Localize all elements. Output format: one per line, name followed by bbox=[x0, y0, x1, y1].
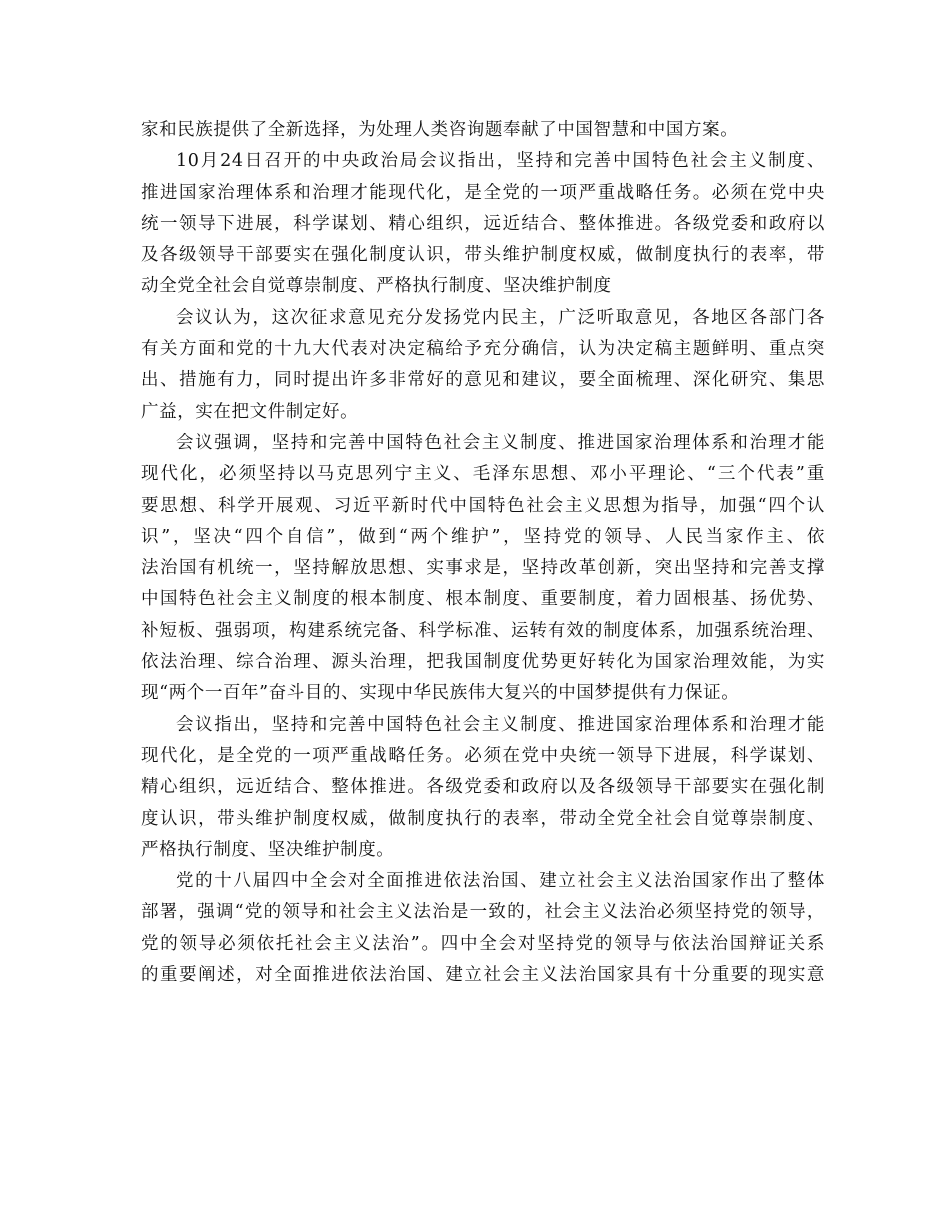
paragraph-5 bbox=[141, 710, 825, 866]
text-line: 及各级领导干部要实在强化制度认识，带头维护制度权威，做制度执行的表率，带 bbox=[141, 245, 825, 266]
text-line: 会议指出，坚持和完善中国特色社会主义制度、推进国家治理体系和治理才能 bbox=[176, 714, 825, 735]
text-line: 中国特色社会主义制度的根本制度、根本制度、重要制度，着力固根基、扬优势、 bbox=[141, 589, 825, 610]
text-line: 部署，强调“党的领导和社会主义法治是一致的，社会主义法治必须坚持党的领导， bbox=[141, 902, 825, 923]
text-line: 依法治理、综合治理、源头治理，把我国制度优势更好转化为国家治理效能，为实 bbox=[141, 652, 825, 673]
text-line: 有关方面和党的十九大代表对决定稿给予充分确信，认为决定稿主题鲜明、重点突 bbox=[141, 339, 825, 360]
text-line: 的重要阐述，对全面推进依法治国、建立社会主义法治国家具有十分重要的现实意 bbox=[141, 965, 825, 986]
text-line: 要思想、科学开展观、习近平新时代中国特色社会主义思想为指导，加强“四个认 bbox=[141, 495, 825, 516]
text-line: 补短板、强弱项，构建系统完备、科学标准、运转有效的制度体系，加强系统治理、 bbox=[141, 620, 825, 641]
text-line: 现代化，是全党的一项严重战略任务。必须在党中央统一领导下进展，科学谋划、 bbox=[141, 745, 825, 766]
text-line: 度认识，带头维护制度权威，做制度执行的表率，带动全党全社会自觉尊崇制度、 bbox=[141, 808, 825, 829]
text-line: 识”，坚决“四个自信”，做到“两个维护”，坚持党的领导、人民当家作主、依 bbox=[141, 526, 825, 547]
text-line: 法治国有机统一，坚持解放思想、实事求是，坚持改革创新，突出坚持和完善支撑 bbox=[141, 558, 825, 579]
text-line: 统一领导下进展，科学谋划、精心组织，远近结合、整体推进。各级党委和政府以 bbox=[141, 213, 825, 234]
text-line: 会议强调，坚持和完善中国特色社会主义制度、推进国家治理体系和治理才能 bbox=[176, 432, 825, 453]
document-body bbox=[141, 115, 825, 991]
paragraph-1 bbox=[141, 115, 825, 146]
text-line: 家和民族提供了全新选择，为处理人类咨询题奉献了中国智慧和中国方案。 bbox=[141, 120, 739, 140]
text-line: 党的领导必须依托社会主义法治”。四中全会对坚持党的领导与依法治国辩证关系 bbox=[141, 933, 825, 954]
text-line: 推进国家治理体系和治理才能现代化，是全党的一项严重战略任务。必须在党中央 bbox=[141, 182, 825, 203]
paragraph-3 bbox=[141, 303, 825, 428]
text-line: 精心组织，远近结合、整体推进。各级党委和政府以及各级领导干部要实在强化制 bbox=[141, 777, 825, 798]
text-line: 党的十八届四中全会对全面推进依法治国、建立社会主义法治国家作出了整体 bbox=[176, 871, 825, 892]
paragraph-6 bbox=[141, 866, 825, 991]
text-line: 出、措施有力，同时提出许多非常好的意见和建议，要全面梳理、深化研究、集思 bbox=[141, 370, 825, 391]
text-line: 广益，实在把文件制定好。 bbox=[141, 401, 359, 422]
text-line: 10月24日召开的中央政治局会议指出，坚持和完善中国特色社会主义制度、 bbox=[176, 151, 825, 172]
text-line: 严格执行制度、坚决维护制度。 bbox=[141, 839, 395, 860]
text-line: 会议认为，这次征求意见充分发扬党内民主，广泛听取意见，各地区各部门各 bbox=[176, 307, 825, 328]
text-line: 动全党全社会自觉尊崇制度、严格执行制度、坚决维护制度 bbox=[141, 276, 612, 297]
paragraph-4 bbox=[141, 428, 825, 710]
text-line: 现“两个一百年”奋斗目的、实现中华民族伟大复兴的中国梦提供有力保证。 bbox=[141, 683, 740, 704]
text-line: 现代化，必须坚持以马克思列宁主义、毛泽东思想、邓小平理论、“三个代表”重 bbox=[141, 464, 825, 485]
paragraph-2 bbox=[141, 146, 825, 302]
